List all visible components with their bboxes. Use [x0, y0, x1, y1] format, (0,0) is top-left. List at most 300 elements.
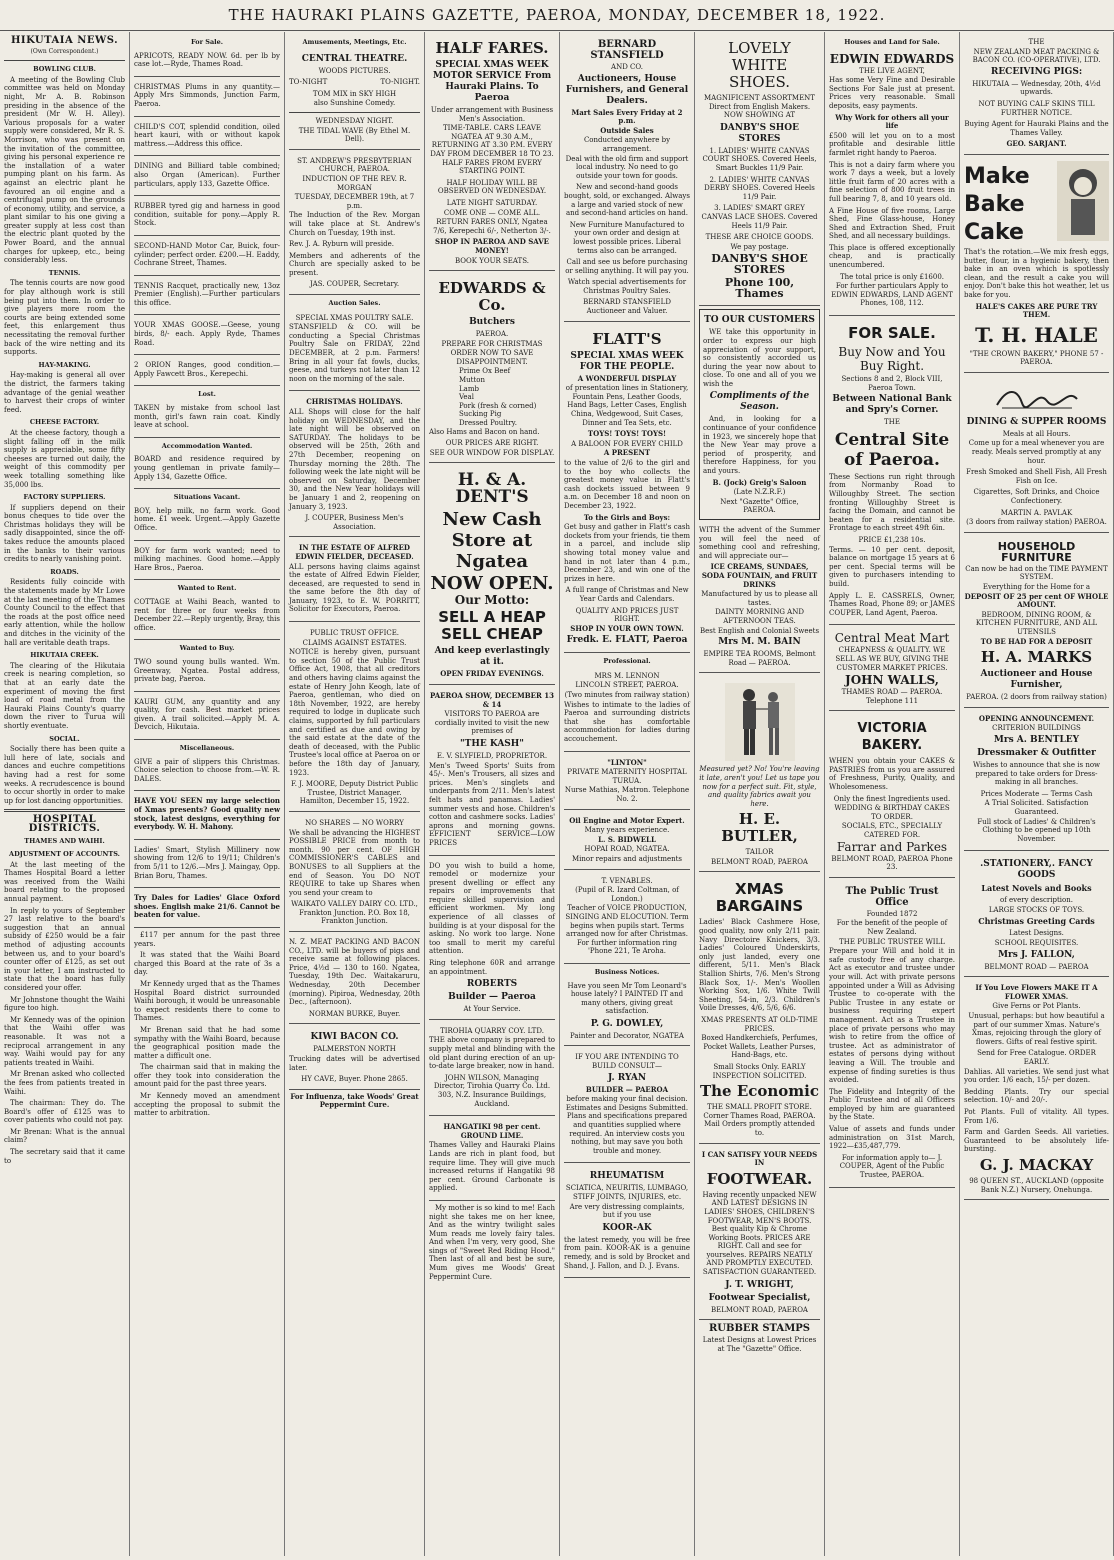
ad-text: Ladies' Smart, Stylish Millinery now showing from 12/6 to 19/11; Children's from 5/11 to 12/6.—Mrs J. Maingay, Opp. Brian Boru, Thames. [134, 845, 280, 880]
ad-heading: New Cash Store at Ngatea [442, 509, 542, 573]
theatre-sub: WOODS PICTURES. [318, 66, 391, 75]
ad-text: Are very distressing complaints, but if you use [569, 1202, 685, 1220]
classified-ad [134, 891, 280, 928]
ad-heading: Auctioneers, House Furnishers, and General Dealers. [565, 73, 689, 106]
ad-sub: DAINTY MORNING AND AFTERNOON TEAS. [715, 608, 804, 625]
ad-text: 2. LADIES' WHITE CANVAS DERBY SHOES. Covered Heels 11/9 Pair. [704, 175, 815, 201]
ad-heading: SPECIAL XMAS WEEK MOTOR SERVICE From Hauraki Plains. To Paeroa [432, 60, 552, 103]
ad-text: Unusual, perhaps: but how beautiful a part of our summer Xmas. Nature's Xmas, rejoicing through the glory of flowers. Gifts of real festive spirit. [968, 1012, 1105, 1046]
ad-sub: PRICE £1,238 10s. [858, 535, 926, 544]
ad-sub: OPENING ANNOUNCEMENT. [978, 713, 1095, 723]
ad-text: BOARD and residence required by young gentleman in private family—Apply 134, Gazette Office. [134, 455, 280, 481]
ad-sub: PRIVATE MATERNITY HOSPITAL TURUA. [567, 768, 687, 785]
subhead: ADJUSTMENT OF ACCOUNTS. [9, 850, 120, 859]
ad-heading: T. H. HALE [975, 322, 1098, 347]
ad-heading: Butchers [469, 317, 515, 328]
induction-date: TUESDAY, DECEMBER 19th, at 7 p.m. [294, 193, 415, 210]
ad-sub: OPEN FRIDAY EVENINGS. [440, 669, 544, 679]
classified-ad [134, 755, 280, 792]
ad-heading: NOW OPEN. [430, 573, 554, 595]
ad-text: WITH the advent of the Summer you will feel the need of something cool and refreshing, and will appreciate our— [699, 526, 820, 560]
ad-heading: TO OUR CUSTOMERS [704, 315, 815, 326]
ad-text: HIKUTAIA — Wednesday, 20th, 4½d upwards. [972, 79, 1101, 97]
rubber-stamps-sub: Latest Designs at Lowest Prices at The "Gazette" Office. [702, 1336, 817, 1353]
make-bake-cake-row [964, 161, 1109, 248]
ad-heading: ROBERTS [466, 979, 518, 990]
ad-text: HALF HOLIDAY WILL BE OBSERVED ON WEDNESDAY. [437, 178, 547, 196]
ad-heading: H. A. MARKS [980, 648, 1093, 667]
ad-text: SECOND-HAND Motor Car, Buick, four-cylinder; perfect order. £200.—H. Eaddy, Cochrane Street, Thames. [134, 241, 280, 268]
ad-text: DO you wish to build a home, remodel or modernize your present dwelling or effect any repairs or improvements that require skilled supervision and efficient workmen. My long experience of all classes of building is at your disposal for the asking. No work too large. None too small to merit my careful attention. [429, 861, 555, 956]
classified-ad [134, 318, 280, 355]
ad-heading: HANGATIKI 98 per cent. GROUND LIME. [443, 1122, 541, 1140]
ad-text: BOY for farm work wanted; need to milking machines. Good home.—Apply Hare Bros., Paeroa. [134, 546, 280, 572]
section-head-auction: Auction Sales. [328, 299, 381, 308]
company-name: WAIKATO VALLEY DAIRY CO. LTD., Frankton Junction. P.O. Box 18, Frankton Junction. [291, 900, 418, 926]
ad-text: ALL persons having claims against the estate of Alfred Edwin Fielder, deceased, are requested to send in the same before the 8th day of January, 1923, to E. W. PORRITT, Solicitor for Executors, Paeroa. [289, 562, 420, 614]
classified-ad [134, 843, 280, 888]
ad-heading: BERNARD STANSFIELD [590, 39, 664, 61]
greig-saloon-ad [699, 309, 820, 520]
article-paragraph: Mr Kennedy moved an amendment accepting the proposal to submit the matter to arbitration. [134, 1092, 280, 1118]
ad-text: This is not a dairy farm where you work 7 days a week, but a lovely little fruit farm of 20 acres with a fine selection of 800 fruit trees in full bearing 7, 8, and 10 years old. [829, 160, 955, 203]
ad-text: WHEN you obtain your CAKES & PASTRIES from us you are assured of Freshness, Purity, Quality, and Wholesomeness. [829, 757, 955, 792]
classified-ad [134, 595, 280, 640]
classified-ad [134, 120, 280, 157]
ad-heading: MRS M. LENNON [594, 671, 660, 680]
dents-ad [429, 466, 555, 685]
ad-text: THE above company is prepared to supply metal and blinding with the old plant during erection of an up-to-date large breaker, now in hand. [429, 1036, 555, 1071]
tailor-illustration-icon [725, 683, 795, 761]
ad-sub: LINCOLN STREET, PAEROA. [575, 681, 679, 690]
ad-sub: (3 doors from railway station) PAEROA. [966, 518, 1107, 527]
ad-text: Dahlias. All varieties. We send just what you order. 1/6 each, 15/- per dozen. [964, 1067, 1109, 1085]
ad-sub: Sections 8 and 2, Block VIII, Paeroa Town. [841, 375, 943, 392]
article-paragraph: Mr Kennedy urged that as the Thames Hospital Board district surrounded Waihi borough, it would be unreasonable to expect residents there to come to Thames. [134, 979, 280, 1023]
ad-sub: of every description. [1000, 896, 1073, 905]
ad-heading: Latest Novels and Books [981, 883, 1092, 894]
section-head-amusements: Amusements, Meetings, Etc. [302, 38, 407, 46]
signature: Fredk. E. FLATT, Paeroa [566, 635, 688, 646]
article-paragraph: If suppliers depend on their bonus cheques to tide over the Christmas holidays they will be sadly disappointed, since the off-takes reduce the amounts placed in the banks to their various credits to nearly vanishing point. [4, 503, 125, 564]
pavlak-dining-ad [964, 376, 1109, 533]
signature: HY CAVE, Buyer. Phone 2865. [301, 1075, 408, 1084]
ad-heading: Oil Engine and Motor Expert. [569, 815, 685, 825]
ad-text: Men's Tweed Sports' Suits from 45/-. Men's Trousers, all sizes and prices. Men's singlets and underpants from 2/11. Men's latest felt hats and panamas. Ladies' summer vests and hose. Children's cotton and cashmere socks. Ladies' aprons and morning gowns. EFFICIENT SERVICE—LOW PRICES [429, 761, 555, 847]
article-paragraph: Mr Johnstone thought the Waihi figure too high. [4, 995, 125, 1013]
quarry-ad [429, 1023, 555, 1116]
dowley-ad [564, 979, 690, 1047]
classified-ad [134, 159, 280, 196]
ad-sub: THE LIVE AGENT, [859, 66, 925, 75]
ad-text: YOUR XMAS GOOSE.—Geese, young birds, 8/- each. Apply Ryde, Thames Road. [134, 321, 280, 347]
ad-sub: HALE'S CAKES ARE PURE TRY THEM. [975, 301, 1098, 320]
ad-text: Rev. J. A. Ryburn will preside. [289, 240, 394, 249]
ad-text: the latest remedy, you will be free from pain. KOOR-AK is a genuine remedy, and is sold by Brocket and Shand, J. Fallon, and D. J. Evans. [564, 1235, 690, 1270]
edwards-butchers-ad [429, 274, 555, 463]
ad-heading: NEW ZEALAND MEAT PACKING & BACON CO. (CO-OPERATIVE), LTD. [972, 47, 1101, 65]
ad-sub: SHOP IN YOUR OWN TOWN. [570, 623, 684, 633]
ad-heading: The Public Trust Office [845, 885, 939, 908]
meat-list [429, 367, 555, 427]
list-item: Mutton [459, 376, 486, 385]
kiwi-bacon-ad [289, 1027, 420, 1089]
ad-sub: 98 QUEEN ST., AUCKLAND (opposite Bank N.Z.) Nursery, Onehunga. [969, 1176, 1104, 1194]
ad-heading: VICTORIA BAKERY. [857, 721, 927, 754]
ad-sub: BOOK YOUR SEATS. [455, 256, 529, 265]
ad-heading: Mrs J. FALLON, [998, 949, 1075, 960]
ad-sub: THESE ARE CHOICE GOODS. [705, 233, 814, 242]
section-head-wanted-buy: Wanted to Buy. [179, 644, 235, 653]
ad-heading: Central Site of Paeroa. [834, 429, 950, 470]
ad-heading: G. J. MACKAY [979, 1155, 1094, 1174]
article-paragraph: A meeting of the Bowling Club committee was held on Monday night, Mr A. B. Robinson presiding in the absence of the president (Mr W. H. Alley). Various proposals for a water supply were considered, Mr R. S. Morrison, who was present on the invitation of the committee, giving his personal experience re the installation of a water pumping plant on his farm. As against an electric plant he favoured an oil engine and a centrifugal pump on the grounds of economy, utility, and service, a plant similar to his one giving a greater supply at less cost than the electric plant quoted by the Power Board, and the annual charges for upkeep, etc., being considerably less. [4, 75, 125, 265]
article-paragraph: The clearing of the Hikutaia creek is nearing completion, so that at an early date the experiment of moving the first load of road metal from the Hauraki Plains County's quarry down the river to Turua will shortly eventuate. [4, 661, 125, 730]
economic-ad [699, 875, 820, 1143]
ad-sub: Manufactured by us to please all tastes. [701, 590, 818, 607]
ad-text: Teacher of VOICE PRODUCTION, SINGING AND ELOCUTION. Term begins when pupils start. Terms arranged now for after Christmas. For further information ring 'Phone 221, Te Aroha. [565, 904, 689, 956]
ad-heading: T. VENABLES. [601, 876, 653, 885]
ad-sub: THE PUBLIC TRUSTEE WILL [839, 937, 945, 946]
classified-ad [134, 794, 280, 839]
half-fares-ad [429, 34, 555, 271]
danbys-ad [699, 34, 820, 306]
bain-ad [699, 523, 820, 673]
ad-sub: SCIATICA, NEURITIS, LUMBAGO, STIFF JOINTS, INJURIES, etc. [565, 1184, 689, 1201]
subhead: CHEESE FACTORY. [29, 418, 100, 427]
central-site-ad [829, 319, 955, 625]
tonight-row [289, 78, 420, 87]
signature: J. COUPER, Business Men's Association. [305, 514, 404, 531]
ad-text: Apply L. E. CASSRELS, Owner, Thames Road, Phone 89; or JAMES COUPER, Land Agent, Paeroa. [829, 591, 955, 617]
ad-sub: TOYS! TOYS! TOYS! [587, 429, 667, 439]
ad-text: Boxed Handkerchiefs, Perfumes, Pocket Wallets, Leather Purses, Hand-Bags, etc. [701, 1034, 818, 1060]
ad-heading: XMAS BARGAINS [715, 880, 804, 916]
ad-sub: BUILDER — PAEROA [585, 1084, 669, 1094]
ad-heading: Between National Bank and Spry's Corner. [832, 394, 952, 416]
ad-heading: ICE CREAMS, SUNDAES, SODA FOUNTAIN, and FRUIT DRINKS [701, 562, 818, 589]
ad-heading: "LINTON" [607, 757, 647, 767]
ad-text: £500 will let you on to a most profitable and desirable little farmlet right handy to Paeroa. [829, 131, 955, 157]
ad-text: Ladies' Black Cashmere Hose, good quality, now only 2/11 pair. Navy Directoire Knickers, 3/3. Ladies' Coloured Underskirts, only just landed, every one different, 5/11. Men's Black Stallion Shirts, 7/6. Men's Strong Black Sox, 1/-. Men's Woollen Working Sox, 1/6. White Twill Sheeting, 54-in, 2/3. Children's Voile Dresses, 4/6, 5/6, 6/6. [699, 918, 820, 1013]
article-paragraph: The chairman: They do. The Board's offer of £125 was to cover patients who could not pay. [4, 1099, 125, 1125]
wednesday-label: WEDNESDAY NIGHT. [315, 116, 394, 125]
ad-text: HAVE YOU SEEN my large selection of Xmas presents? Good quality new stock, latest designs, everything for everybody. W. H. Mahony. [134, 796, 280, 832]
ad-text: ALL Shops will close for the half holiday on WEDNESDAY, and the late night will be observed on SATURDAY. The holidays to be observed will be 25th, 26th and 27th December, reopening on Thursday morning the 28th. The following week the late night will be observed on Saturday, December 30, and the New Year holidays will be January 1 and 2, reopening on January 3, 1923. [289, 408, 420, 511]
ad-heading: Our Motto: [454, 593, 530, 608]
subhead: TENNIS. [48, 268, 81, 277]
ad-text: Thames Valley and Hauraki Plains Lands are rich in plant food, but require lime. They will give much increased returns if Hangatiki 98 per cent. Ground Carbonate is applied. [429, 1141, 555, 1193]
ad-text: 1. LADIES' WHITE CANVAS COURT SHOES. Covered Heels, Smart Buckles 11/9 Pair. [702, 146, 817, 172]
byline: (Own Correspondent.) [30, 47, 99, 55]
signature: GEO. SARJANT. [1006, 139, 1067, 149]
ad-sub: THE [1028, 38, 1045, 46]
subhead: ROADS. [50, 567, 79, 576]
ad-sub: PALMERSTON NORTH [313, 1045, 396, 1054]
ad-heading: FLATT'S [592, 329, 662, 348]
ad-text: GIVE a pair of slippers this Christmas. Choice selection to choose from.—W. R. DALES. [134, 757, 280, 783]
ad-sub: Only the finest Ingredients used. [833, 794, 951, 803]
column-amusements [285, 32, 425, 1556]
ad-text: APRICOTS, READY NOW. 6d. per lb by case lot.—Ryde, Thames Road. [134, 51, 280, 69]
ad-sub: BELMONT ROAD, PAEROA [710, 857, 808, 866]
ad-heading: HOUSEHOLD FURNITURE [997, 539, 1076, 564]
ad-sub: BELMONT ROAD — PAEROA [984, 962, 1089, 971]
ad-heading: FOR SALE. [848, 324, 936, 343]
koorak-ad [564, 1166, 690, 1278]
fallon-stationery-ad [964, 854, 1109, 977]
list-item: Sucking Pig [459, 410, 502, 419]
ad-sub: Why Work for others all your life [835, 112, 949, 131]
ad-text: Call and see us before purchasing or selling anything. It will pay you. [565, 258, 689, 275]
subhead: SOCIAL. [49, 734, 80, 743]
ad-sub: (Two minutes from railway station) [564, 691, 690, 700]
ad-text: Full stock of Ladies' & Children's Clothing to be opened up 10th November. [977, 817, 1096, 843]
column-stansfield [560, 32, 695, 1556]
rubber-stamps-heading: RUBBER STAMPS [708, 1323, 811, 1335]
ad-text: TAKEN by mistake from school last month, girl's fawn rain coat. Kindly leave at school. [134, 404, 280, 430]
classified-ad [134, 358, 280, 386]
ad-sub: Prices Moderate — Terms Cash [980, 789, 1093, 798]
ad-text: Come up for a meal whenever you are ready. Meals served promptly at any hour. [968, 439, 1105, 465]
ad-sub: Can now be had on the TIME PAYMENT SYSTEM. [965, 564, 1108, 582]
ad-sub: A BALOON FOR EVERY CHILD [571, 439, 683, 448]
ad-text: Value of assets and funds under administration on 31st March, 1922—£35,487,779. [829, 1125, 955, 1151]
ad-text: We shall be advancing the HIGHEST POSSIBLE PRICE from month to month. 90 per cent. OF HIGH COMMISSIONER'S CABLES and BONUSES to all Suppliers at the end of Season. You DO NOT REQUIRE to take up Shares when you send your cream to [289, 828, 420, 897]
signature: F. J. MOORE, Deputy District Public Trustee, District Manager. Hamilton, December 15, 1922. [290, 780, 419, 806]
ad-sub: SEE OUR WINDOW FOR DISPLAY. [429, 448, 555, 457]
ad-sub: Minor repairs and adjustments [571, 854, 683, 863]
ad-text: Farm and Garden Seeds. All varieties. Guaranteed to be absolutely life-bursting. [964, 1128, 1109, 1154]
ad-heading: RHEUMATISM [589, 1171, 665, 1182]
ad-text: Having recently unpacked NEW AND LATEST DESIGNS IN LADIES' SHOES, CHILDREN'S FOOTWEAR, MEN'S BOOTS. Best quality Kip & Chrome Working Boots. PRICES ARE RIGHT. Call and see for yourselves. REPAIRS NEATLY AND PROMPTLY EXECUTED. SATISFACTION GUARANTEED. [702, 1190, 817, 1277]
ad-sub: I CAN SATISFY YOUR NEEDS IN [701, 1149, 818, 1168]
column-danbys [695, 32, 825, 1556]
edwin-edwards-ad [829, 49, 955, 316]
signature: BERNARD STANSFIELD Auctioneer and Valuer. [583, 298, 671, 316]
ad-heading: Buy Now and You Buy Right. [838, 345, 946, 374]
ad-sub: Send for Free Catalogue. ORDER EARLY. [977, 1049, 1096, 1066]
ad-text: MAGNIFICENT ASSORTMENT Direct from English Makers. NOW SHOWING AT [704, 94, 815, 120]
ad-sub: For the benefit of the people of New Zealand. [836, 919, 948, 936]
ad-sub: LARGE STOCKS OF TOYS. [988, 905, 1085, 914]
ad-text: A full range of Christmas and New Year Cards and Calendars. [565, 586, 689, 603]
ad-text: New and second-hand goods bought, sold, or exchanged. Always a large and varied stock of new and second-hand articles on hand. [564, 183, 690, 218]
ad-heading: Cake [964, 219, 1024, 245]
ad-sub: "THE CROWN BAKERY," PHONE 57 - PAEROA. [969, 349, 1104, 367]
ad-text: Get busy and gather in Flatt's cash dockets from your friends, tie them in a parcel, and include slip showing total money value and hand in not later than 4 p.m., December 23, and win one of the prizes in here. [564, 523, 690, 583]
ad-sub: SHOP IN PAEROA AND SAVE MONEY! [435, 237, 549, 255]
ad-sub: (Pupil of R. Izard Coltman, of London.) [575, 886, 679, 903]
article-paragraph: Mr Brenan: What is the annual claim? [4, 1127, 125, 1145]
ad-text: For further particulars Apply to EDWIN EDWARDS, LAND AGENT Phones, 108, 112. [831, 282, 953, 308]
dairy-ad [289, 815, 420, 932]
ad-heading: Footwear Specialist, [708, 1292, 811, 1303]
ad-sub: PAEROA. [475, 330, 509, 339]
article-paragraph: £117 per annum for the past three years. [134, 930, 280, 948]
ad-text: Measured yet? No! You're leaving it late, aren't you! Let us tape you now for a perfect suit. Fit, style, and quality fabrics await you here. [699, 765, 820, 808]
ad-sub: SOCIALS, ETC., SPECIALLY CATERED FOR. [841, 822, 943, 840]
signature: JOHN WILSON, Managing Director, Tirohia Quarry Co. Ltd. 303, N.Z. Insurance Buildings, Auckland. [433, 1073, 551, 1108]
bidwell-ad [564, 813, 690, 870]
ad-sub: TAILOR [745, 848, 774, 857]
ad-sub: E. V. SLYFIELD, PROPRIETOR. [436, 751, 548, 760]
hikutaia-news-title: HIKUTAIA NEWS. [10, 35, 119, 46]
decorative-script-logo-icon [992, 383, 1082, 413]
ad-sub: A PRESENT [603, 448, 651, 458]
ad-heading: Builder — Paeroa [448, 992, 536, 1003]
classified-ad [134, 655, 280, 692]
classified-ad [134, 544, 280, 581]
masthead: THE HAURAKI PLAINS GAZETTE, PAEROA, MONDAY, DECEMBER 18, 1922. [0, 0, 1114, 31]
section-head-situations: Situations Vacant. [173, 493, 241, 502]
classified-ad [134, 452, 280, 489]
ad-sub: OUR PRICES ARE RIGHT. [445, 439, 539, 448]
ad-heading: H. & A. DENT'S [455, 470, 529, 508]
list-item: Pork (fresh & corned) [459, 401, 537, 410]
article-paragraph: Mr Brenan said that he had some sympathy with the Waihi Board, because the geographical position made the matter a difficult one. [134, 1025, 280, 1060]
lennon-ad [564, 668, 690, 752]
ad-heading: Make [964, 163, 1030, 189]
ad-text: Pot Plants. Full of vitality. All types. From 1/6. [964, 1107, 1109, 1125]
girl-illustration-icon [1057, 161, 1109, 241]
ad-text: CHEAPNESS & QUALITY. WE SELL AS WE BUY, GIVING THE CUSTOMER MARKET PRICES. [835, 646, 949, 672]
ad-heading: Mrs A. BENTLEY [993, 734, 1080, 745]
section-head-lost: Lost. [198, 390, 216, 399]
ad-sub: We pay postage. [730, 242, 789, 251]
list-item: Prime Ox Beef [459, 367, 511, 376]
theatre-ad [289, 49, 420, 150]
ad-text: Bedding Plants. Try our special selection. 10/- and 20/-. [964, 1087, 1109, 1105]
ad-sub: Founded 1872 [866, 909, 918, 918]
classified-ad [134, 695, 280, 740]
ad-heading: Farrar and Parkes [836, 839, 948, 854]
section-head-accommodation: Accommodation Wanted. [161, 441, 253, 450]
signature: JAS. COUPER, Secretary. [309, 280, 400, 289]
ad-sub: THE SMALL PROFIT STORE. Corner Thames Road, PAEROA. Mail Orders promptly attended to. [703, 1103, 816, 1137]
ad-sub: Best English and Colonial Sweets [699, 626, 820, 635]
ad-sub: And keep everlastingly at it. [434, 646, 550, 668]
ad-sub: Painter and Decorator, NGATEA [570, 1031, 684, 1040]
ad-sub: Give Ferns or Pot Plants. [992, 1002, 1081, 1011]
subhead: BOWLING CLUB. [33, 65, 96, 74]
ad-text: For information apply to— J. COUPER, Agent of the Public Trustee, PAEROA. [839, 1153, 945, 1180]
classified-ad [134, 239, 280, 276]
ad-text: VISITORS TO PAEROA are cordially invited to visit the new premises of [434, 710, 550, 736]
article-paragraph: The tennis courts are now good for play although work is still being put into them. In order to give players more room the courts are being extended some feet, this enlargement thus necessitating the removal further back of the wire netting and its supports. [4, 279, 125, 357]
ad-sub: TO BE HAD FOR A DEPOSIT [980, 636, 1093, 646]
column-half-fares [425, 32, 560, 1556]
ad-text: TWO sound young bulls wanted. Wm. Greenway, Ngatea. Postal address, private bag, Paeroa. [134, 657, 280, 684]
ad-sub: WEDDING & BIRTHDAY CAKES TO ORDER. [834, 804, 950, 821]
ad-heading: DINING & SUPPER ROOMS [966, 416, 1107, 427]
ad-text: CHRISTMAS Plums in any quantity.—Apply Mrs Simmonds, Junction Farm, Paeroa. [134, 82, 280, 108]
ad-sub: Nurse Mathias, Matron. Telephone No. 2. [564, 786, 690, 803]
film-title: TOM MIX in SKY HIGH [312, 89, 397, 98]
hale-bakery-ad [964, 158, 1109, 373]
ad-text: Fresh Smoked and Shell Fish, All Fresh Fish on Ice. [966, 468, 1107, 485]
ad-sub: QUALITY AND PRICES JUST RIGHT. [575, 606, 679, 624]
list-item: Lamb [459, 384, 479, 393]
public-trust-ad [289, 625, 420, 812]
ad-sub: BEDROOM, DINING ROOM, & KITCHEN FURNITURE, AND ALL UTENSILS [975, 610, 1098, 636]
ad-sub: At Your Service. [463, 1005, 521, 1014]
venables-ad [564, 873, 690, 964]
ad-sub: Latest Designs. [1009, 929, 1064, 938]
article-paragraph: Residents fully coincide with the statements made by Mr Lowe at the last meeting of the Thames County Council to the effect that the roads at the post office need early attention, while the hollow and ditches in the vicinity of the hall are veritable death traps. [4, 578, 125, 647]
kash-ad [429, 688, 555, 856]
ad-text: Deal with the old firm and support local industry. No need to go outside your town for goods. [565, 154, 689, 180]
section-head-professional: Professional. [603, 657, 651, 666]
tonight-label: TO-NIGHT. [380, 78, 420, 87]
victoria-bakery-ad [829, 714, 955, 878]
ad-heading: SELL A HEAP SELL CHEAP [438, 608, 546, 644]
ad-sub: Meals at all Hours. [1002, 429, 1071, 438]
ad-text: Prepare your Will and hold it in safe custody free of any charge. Act as executor and trustee under your will. Act with private persons appointed under a Will as Advising Trustee to co-operate with the Public Trustee in any estate or business requiring expert management. Act as a Trustee in place of private persons who may wish to retire from the office of trustee. Act as administrator of estates of persons dying without leaving a Will. The trouble and expense of finding sureties is thus avoided. [829, 947, 955, 1085]
ad-sub: SCHOOL REQUISITES. [994, 939, 1079, 948]
bentley-dressmaker-ad [964, 711, 1109, 852]
ad-text: Try Dales for Ladies' Glace Oxford shoes. English make 21/6. Cannot be beaten for value. [134, 893, 280, 920]
ad-sub: LATE NIGHT SATURDAY. [446, 198, 538, 207]
ad-text: Wishes to intimate to the ladies of Paeroa and surrounding districts that she has comfortable accommodation for ladies during accouchement. [564, 700, 690, 744]
column-meat-packing [960, 32, 1114, 1556]
article-paragraph: Socially there has been quite a lull here of late, socials and dances and euchre competitions having had a rest for some weeks. A recrudescence is bound to occur shortly in order to make up for lost dancing opportunities. [4, 745, 125, 805]
section-head-business: Business Notices. [594, 967, 660, 976]
ad-heading: Christmas Greeting Cards [978, 916, 1095, 927]
ad-sub: A Trial Solicited. Satisfaction Guaranteed. [984, 799, 1089, 816]
classified-ad [134, 504, 280, 541]
ad-text: And, in looking for a continuance of your confidence in 1923, we sincerely hope that the New Year may prove a period of prosperity, and therefore Happiness, for you and yours. [703, 415, 816, 476]
make-bake-cake-words [964, 161, 1057, 248]
ad-heading: L. S. BIDWELL [598, 834, 656, 844]
poultry-ad [289, 310, 420, 392]
subhead: HAY-MAKING. [38, 360, 91, 369]
ad-heading: Phone 100, Thames [724, 276, 795, 301]
church-name: ST. ANDREW'S PRESBYTERIAN CHURCH, PAEROA. [297, 156, 412, 174]
ad-text: Watch special advertisements for Christmas Poultry Sales. [567, 278, 687, 295]
ad-heading: If You Love Flowers MAKE IT A FLOWER XMAS. [975, 983, 1098, 1001]
ad-sub: HOPAI ROAD, NGATEA. [584, 845, 670, 854]
ad-sub: ORDER NOW TO SAVE DISAPPOINTMENT. [450, 349, 534, 366]
article-paragraph: The chairman said that in making the offer they took into consideration the amount paid for the past three years. [134, 1063, 280, 1089]
ad-text: Cigarettes, Soft Drinks, and Choice Confectionery. [973, 488, 1100, 506]
ad-heading: KIWI BACON CO. [310, 1032, 399, 1043]
ad-heading: Bake [964, 191, 1025, 217]
ad-text: TIME-TABLE. CARS LEAVE NGATEA AT 9.30 A.M., RETURNING AT 3.30 P.M. EVERY DAY FROM DECEMBER 18 TO 23. HALF FARES FROM EVERY STARTING POINT. [430, 124, 554, 176]
column-houses-land [825, 32, 960, 1556]
ad-sub: BELMONT ROAD, PAEROA Phone 23. [831, 854, 953, 872]
ad-sub: MARTIN A. PAVLAK [1000, 508, 1073, 517]
ad-text: of presentation lines in Stationery, Fountain Pens, Leather Goods, Hand Bags, Letter Cases, English China, Wedgewood, Suit Cases, Dinner and Tea Sets, etc. [565, 384, 689, 427]
film-extra: also Sunshine Comedy. [313, 99, 396, 108]
ad-sub: Everything for the Home for a [982, 583, 1091, 591]
ad-text: The Fidelity and Integrity of the Public Trustee and of all Officers employed by him are guaranteed by the State. [829, 1087, 955, 1122]
ad-text: RUBBER tyred gig and harness in good condition, suitable for pony.—Apply R. Stock. [134, 202, 280, 228]
article-paragraph: At the last meeting of the Thames Hospital Board a letter was received from the Waihi board relating to the proposed annual payment. [4, 860, 125, 904]
ad-sub: DEPOSIT OF 25 per cent OF WHOLE AMOUNT. [964, 591, 1109, 610]
ad-text: WE take this opportunity in order to express our high appreciation of your support, so consistently accorded us during the year now about to close. To one and all of you we wish the [703, 328, 816, 388]
ad-text: before making your final decision. Estimates and Designs Submitted. Plans and specifications prepared and quantities supplied where required. An interview costs you nothing, but may save you both trouble and money. [565, 1095, 689, 1155]
ad-text: KAURI GUM, any quantity and any quality, for cash. Best market prices given. A trail solicited.—Apply M. A. Devcich, Hikutaia. [134, 697, 280, 732]
ad-text: RETURN FARES ONLY, Ngatea 7/6, Kerepechi 6/-, Netherton 3/-. [433, 218, 551, 235]
ad-sub: (Late N.Z.R.F.) [733, 488, 786, 497]
ad-heading: Compliments of the Season. [709, 391, 810, 413]
article-paragraph: Mr Brenan asked who collected the fees from patients treated in Waihi. [4, 1070, 125, 1096]
article-paragraph: Hay-making is general all over the district, the farmers taking advantage of the genial weather to harvest their crops of winter feed. [4, 371, 125, 414]
ad-sub: Under arrangement with Business Men's Association. [430, 106, 554, 123]
linton-ad [564, 755, 690, 810]
subhead: HIKUTAIA CREEK. [30, 651, 99, 660]
